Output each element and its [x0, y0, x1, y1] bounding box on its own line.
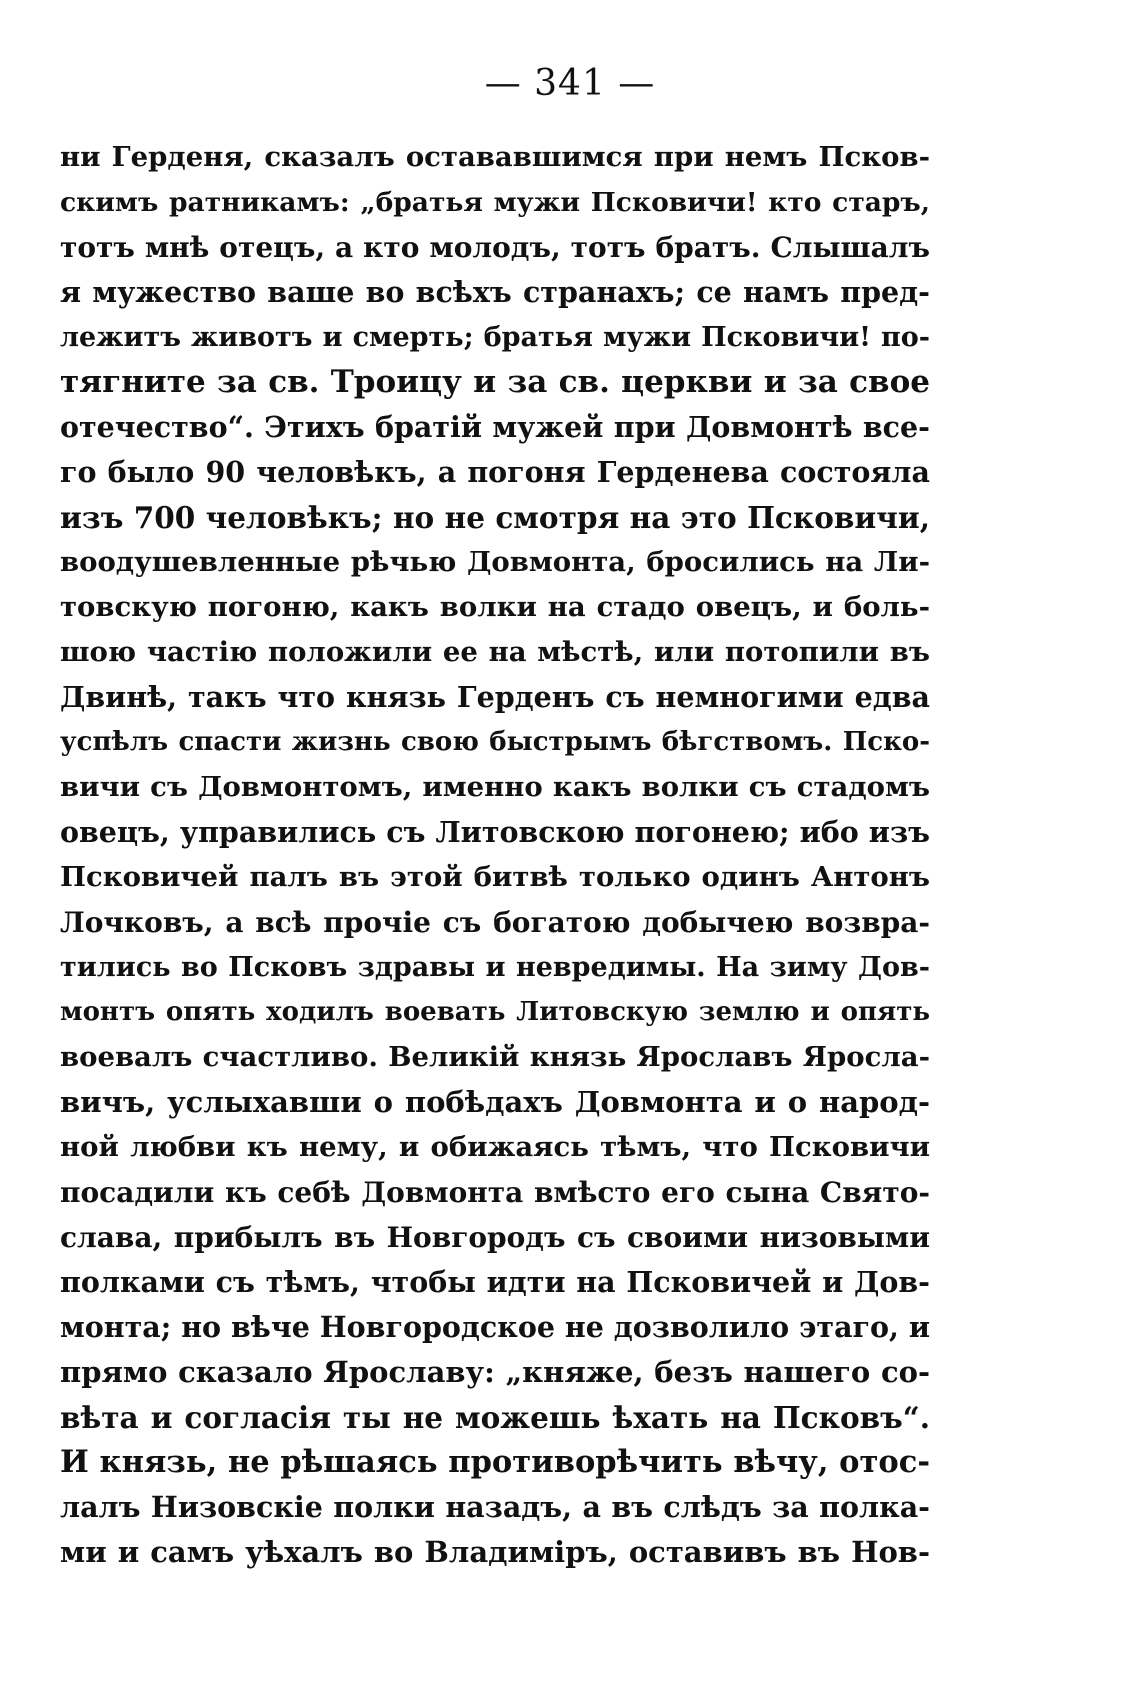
text-line: тились во Псковъ здравы и невредимы. На зиму Дов- — [60, 952, 930, 983]
text-line: Лочковъ, а всѣ прочіе съ богатою добычею возвра- — [60, 906, 930, 939]
text-line: вичи съ Довмонтомъ, именно какъ волки съ стадомъ — [60, 771, 930, 803]
text-line: ми и самъ уѣхалъ во Владиміръ, оставивъ въ Нов- — [60, 1535, 930, 1569]
text-line: шою частію положили ее на мѣстѣ, или потопили въ — [60, 636, 930, 668]
text-line: воевалъ счастливо. Великій князь Ярославъ Яросла- — [60, 1041, 930, 1073]
text-line: успѣлъ спасти жизнь свою быстрымъ бѣгствомъ. Пско- — [60, 727, 930, 757]
text-line: полками съ тѣмъ, чтобы идти на Псковичей и Дов- — [60, 1265, 930, 1299]
text-line: тотъ мнѣ отецъ, а кто молодъ, тотъ братъ. Слышалъ — [60, 231, 930, 264]
body-text — [60, 135, 930, 1575]
text-line: И князь, не рѣшаясь противорѣчить вѣчу, отос- — [60, 1444, 930, 1480]
text-line: монта; но вѣче Новгородское не дозволило этаго, и — [60, 1310, 930, 1344]
text-line: вичъ, услыхавши о побѣдахъ Довмонта и о народ- — [60, 1085, 930, 1119]
text-line: прямо сказало Ярославу: „княже, безъ нашего со- — [60, 1355, 930, 1389]
text-line: Псковичей палъ въ этой битвѣ только одинъ Антонъ — [60, 861, 930, 893]
text-line: Двинѣ, такъ что князь Герденъ съ немногими едва — [60, 680, 930, 714]
text-line: я мужество ваше во всѣхъ странахъ; се намъ пред- — [60, 275, 930, 309]
text-line: скимъ ратникамъ: „братья мужи Псковичи! кто старъ, — [60, 187, 930, 218]
text-line: овецъ, управились съ Литовскою погонею; ибо изъ — [60, 815, 930, 849]
text-line: ной любви къ нему, и обижаясь тѣмъ, что Псковичи — [60, 1131, 930, 1163]
text-line: товскую погоню, какъ волки на стадо овецъ, и боль- — [60, 591, 930, 623]
text-line: изъ 700 человѣкъ; но не смотря на это Псковичи, — [60, 500, 930, 535]
text-line: тягните за св. Троицу и за св. церкви и за свое — [60, 364, 930, 400]
text-line: отечество“. Этихъ братій мужей при Довмонтѣ все- — [60, 410, 930, 444]
text-line: вѣта и согласія ты не можешь ѣхать на Псковъ“. — [60, 1400, 930, 1435]
text-line: ни Герденя, сказалъ остававшимся при немъ Псков- — [60, 141, 930, 173]
text-line: слава, прибылъ въ Новгородъ съ своими низовыми — [60, 1221, 930, 1254]
text-line: воодушевленные рѣчью Довмонта, бросились на Ли- — [60, 546, 930, 578]
text-line: лалъ Низовскіе полки назадъ, а въ слѣдъ за полка- — [60, 1490, 930, 1524]
text-line: монтъ опять ходилъ воевать Литовскую землю и опять — [60, 997, 930, 1027]
text-line: посадили къ себѣ Довмонта вмѣсто его сына Свято- — [60, 1176, 930, 1209]
text-line: лежитъ животъ и смерть; братья мужи Псковичи! по- — [60, 322, 930, 353]
page-number: — 341 — — [484, 63, 656, 104]
text-line: го было 90 человѣкъ, а погоня Герденева состояла — [60, 455, 930, 489]
